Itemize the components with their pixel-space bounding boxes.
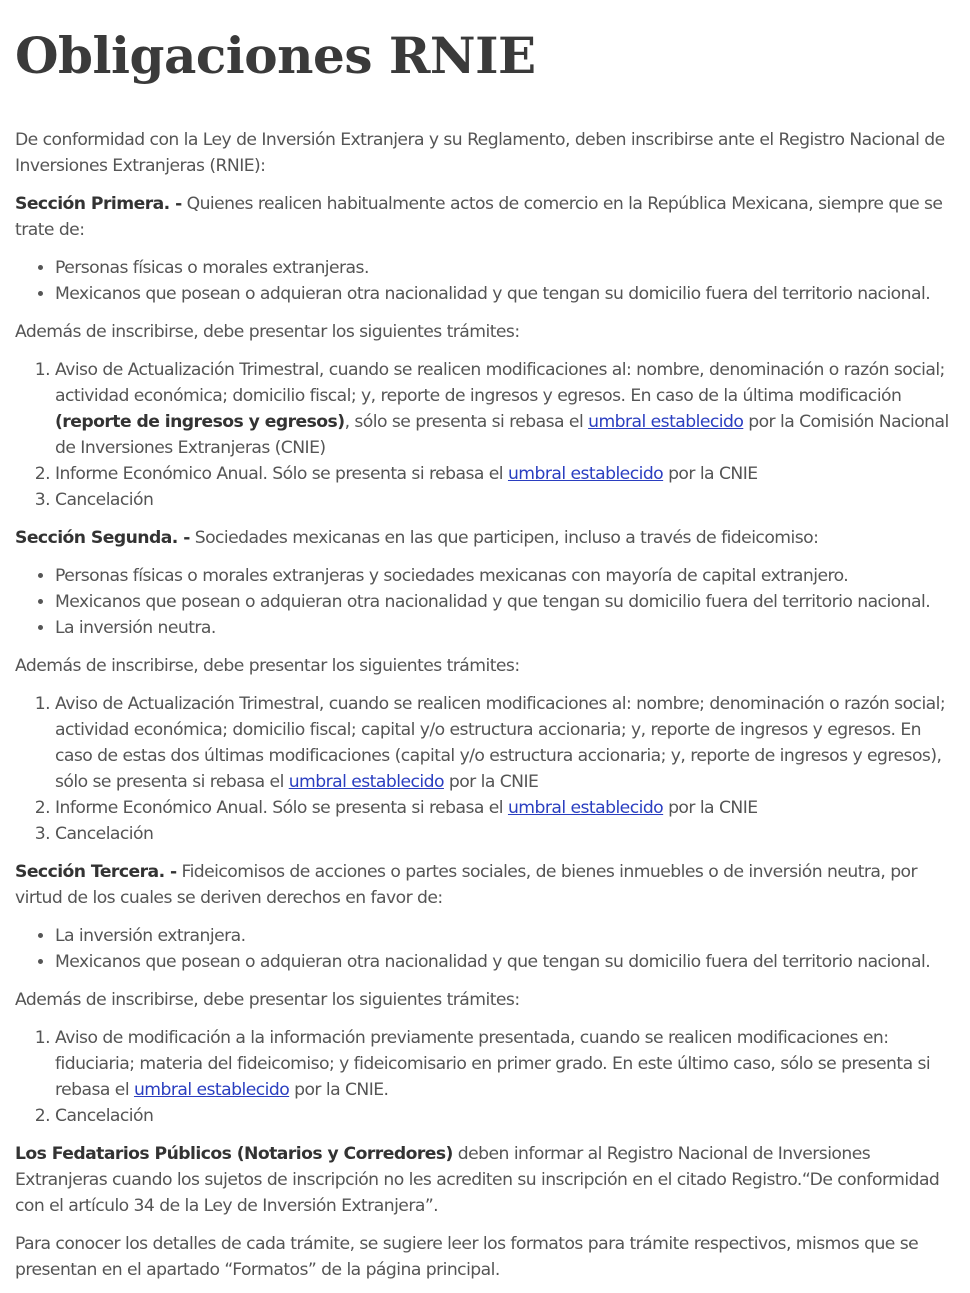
umbral-link[interactable]: umbral establecido [507, 464, 664, 484]
section-primera-bullets [15, 255, 955, 307]
tramites-intro: Además de inscribirse, debe presentar los siguientes trámites: [15, 656, 520, 676]
section-segunda-heading: Sección Segunda. - [15, 528, 190, 548]
list-item: 1. Aviso de modificación a la información previamente presentada, cuando se realicen modificaciones en: fiduciaria; materia del fideicomiso; y fideicomisario en primer grado. En este último caso, sólo se presenta si rebasa el umbral establecido por la CNIE. [55, 1025, 955, 1103]
section-segunda-tramites [15, 691, 955, 847]
list-item: • Mexicanos que posean o adquieran otra nacionalidad y que tengan su domicilio fuera del territorio nacional. [55, 589, 955, 615]
umbral-link[interactable]: umbral establecido [133, 1080, 290, 1100]
list-item: 2. Cancelación [55, 1103, 955, 1129]
tramites-intro: Además de inscribirse, debe presentar los siguientes trámites: [15, 322, 520, 342]
section-segunda-bullets [15, 563, 955, 641]
section-primera-heading: Sección Primera. - [15, 194, 182, 214]
section-tercera-bullets [15, 923, 955, 975]
section-primera-tramites [15, 357, 955, 513]
umbral-link[interactable]: umbral establecido [588, 412, 744, 432]
section-tercera-tramites [15, 1025, 955, 1129]
section-tercera-text: Fideicomisos de acciones o partes sociales, de bienes inmuebles o de inversión neutra, por virtud de los cuales se deriven derechos en favor de: [15, 862, 918, 908]
section-segunda-paragraph [15, 525, 955, 551]
closing-paragraph: Para conocer los detalles de cada trámite, se sugiere leer los formatos para trámite respectivos, mismos que se presentan en el apartado “Formatos” de la página principal. [15, 1234, 919, 1280]
list-item: • La inversión extranjera. [55, 923, 955, 949]
page-title: Obligaciones RNIE [15, 26, 536, 85]
section-primera-text: Quienes realicen habitualmente actos de comercio en la República Mexicana, siempre que se trate de: [15, 194, 943, 240]
bold-text: (reporte de ingresos y egresos) [55, 412, 345, 432]
list-item: • Mexicanos que posean o adquieran otra nacionalidad y que tengan su domicilio fuera del territorio nacional. [55, 949, 955, 975]
umbral-link[interactable]: umbral establecido [507, 798, 664, 818]
fedatarios-text: deben informar al Registro Nacional de Inversiones Extranjeras cuando los sujetos de inscripción no les acrediten su inscripción en el citado Registro.“De conformidad con el artículo 34 de la Ley de Inversión Extranjera”. [15, 1144, 940, 1216]
list-item: 3. Cancelación [55, 487, 955, 513]
list-item: • Personas físicas o morales extranjeras y sociedades mexicanas con mayoría de capital extranjero. [55, 563, 955, 589]
intro-paragraph: De conformidad con la Ley de Inversión Extranjera y su Reglamento, deben inscribirse ante el Registro Nacional de Inversiones Extranjeras (RNIE): [15, 130, 945, 176]
list-item: • La inversión neutra. [55, 615, 955, 641]
list-item: 2. Informe Económico Anual. Sólo se presenta si rebasa el umbral establecido por la CNIE [55, 461, 955, 487]
list-item: • Personas físicas o morales extranjeras. [55, 255, 955, 281]
fedatarios-heading: Los Fedatarios Públicos (Notarios y Corredores) [15, 1144, 453, 1164]
umbral-link[interactable]: umbral establecido [288, 772, 444, 792]
section-segunda-text: Sociedades mexicanas en las que participen, incluso a través de fideicomiso: [189, 528, 819, 548]
list-item: 2. Informe Económico Anual. Sólo se presenta si rebasa el umbral establecido por la CNIE [55, 795, 955, 821]
list-item: 1. Aviso de Actualización Trimestral, cuando se realicen modificaciones al: nombre, denominación o razón social; actividad económica; domicilio fiscal; y, reporte de ingresos y egresos. En caso de la última modificación (reporte de ingresos y egresos), sólo se presenta si rebasa el umbral establecido por la Comisión Nacional de Inversiones Extranjeras (CNIE) [55, 357, 955, 461]
section-tercera-heading: Sección Tercera. - [15, 862, 177, 882]
section-tercera-paragraph [15, 859, 955, 911]
tramites-intro: Además de inscribirse, debe presentar los siguientes trámites: [15, 990, 520, 1010]
list-item: 3. Cancelación [55, 821, 955, 847]
list-item: 1. Aviso de Actualización Trimestral, cuando se realicen modificaciones al: nombre; denominación o razón social; actividad económica; domicilio fiscal; capital y/o estructura accionaria; y, reporte de ingresos y egresos. En caso de estas dos últimas modificaciones (capital y/o estructura accionaria; y, reporte de ingresos y egresos), sólo se presenta si rebasa el umbral establecido por la CNIE [55, 691, 955, 795]
section-primera-paragraph [15, 191, 955, 243]
fedatarios-paragraph [15, 1141, 955, 1219]
list-item: • Mexicanos que posean o adquieran otra nacionalidad y que tengan su domicilio fuera del territorio nacional. [55, 281, 955, 307]
